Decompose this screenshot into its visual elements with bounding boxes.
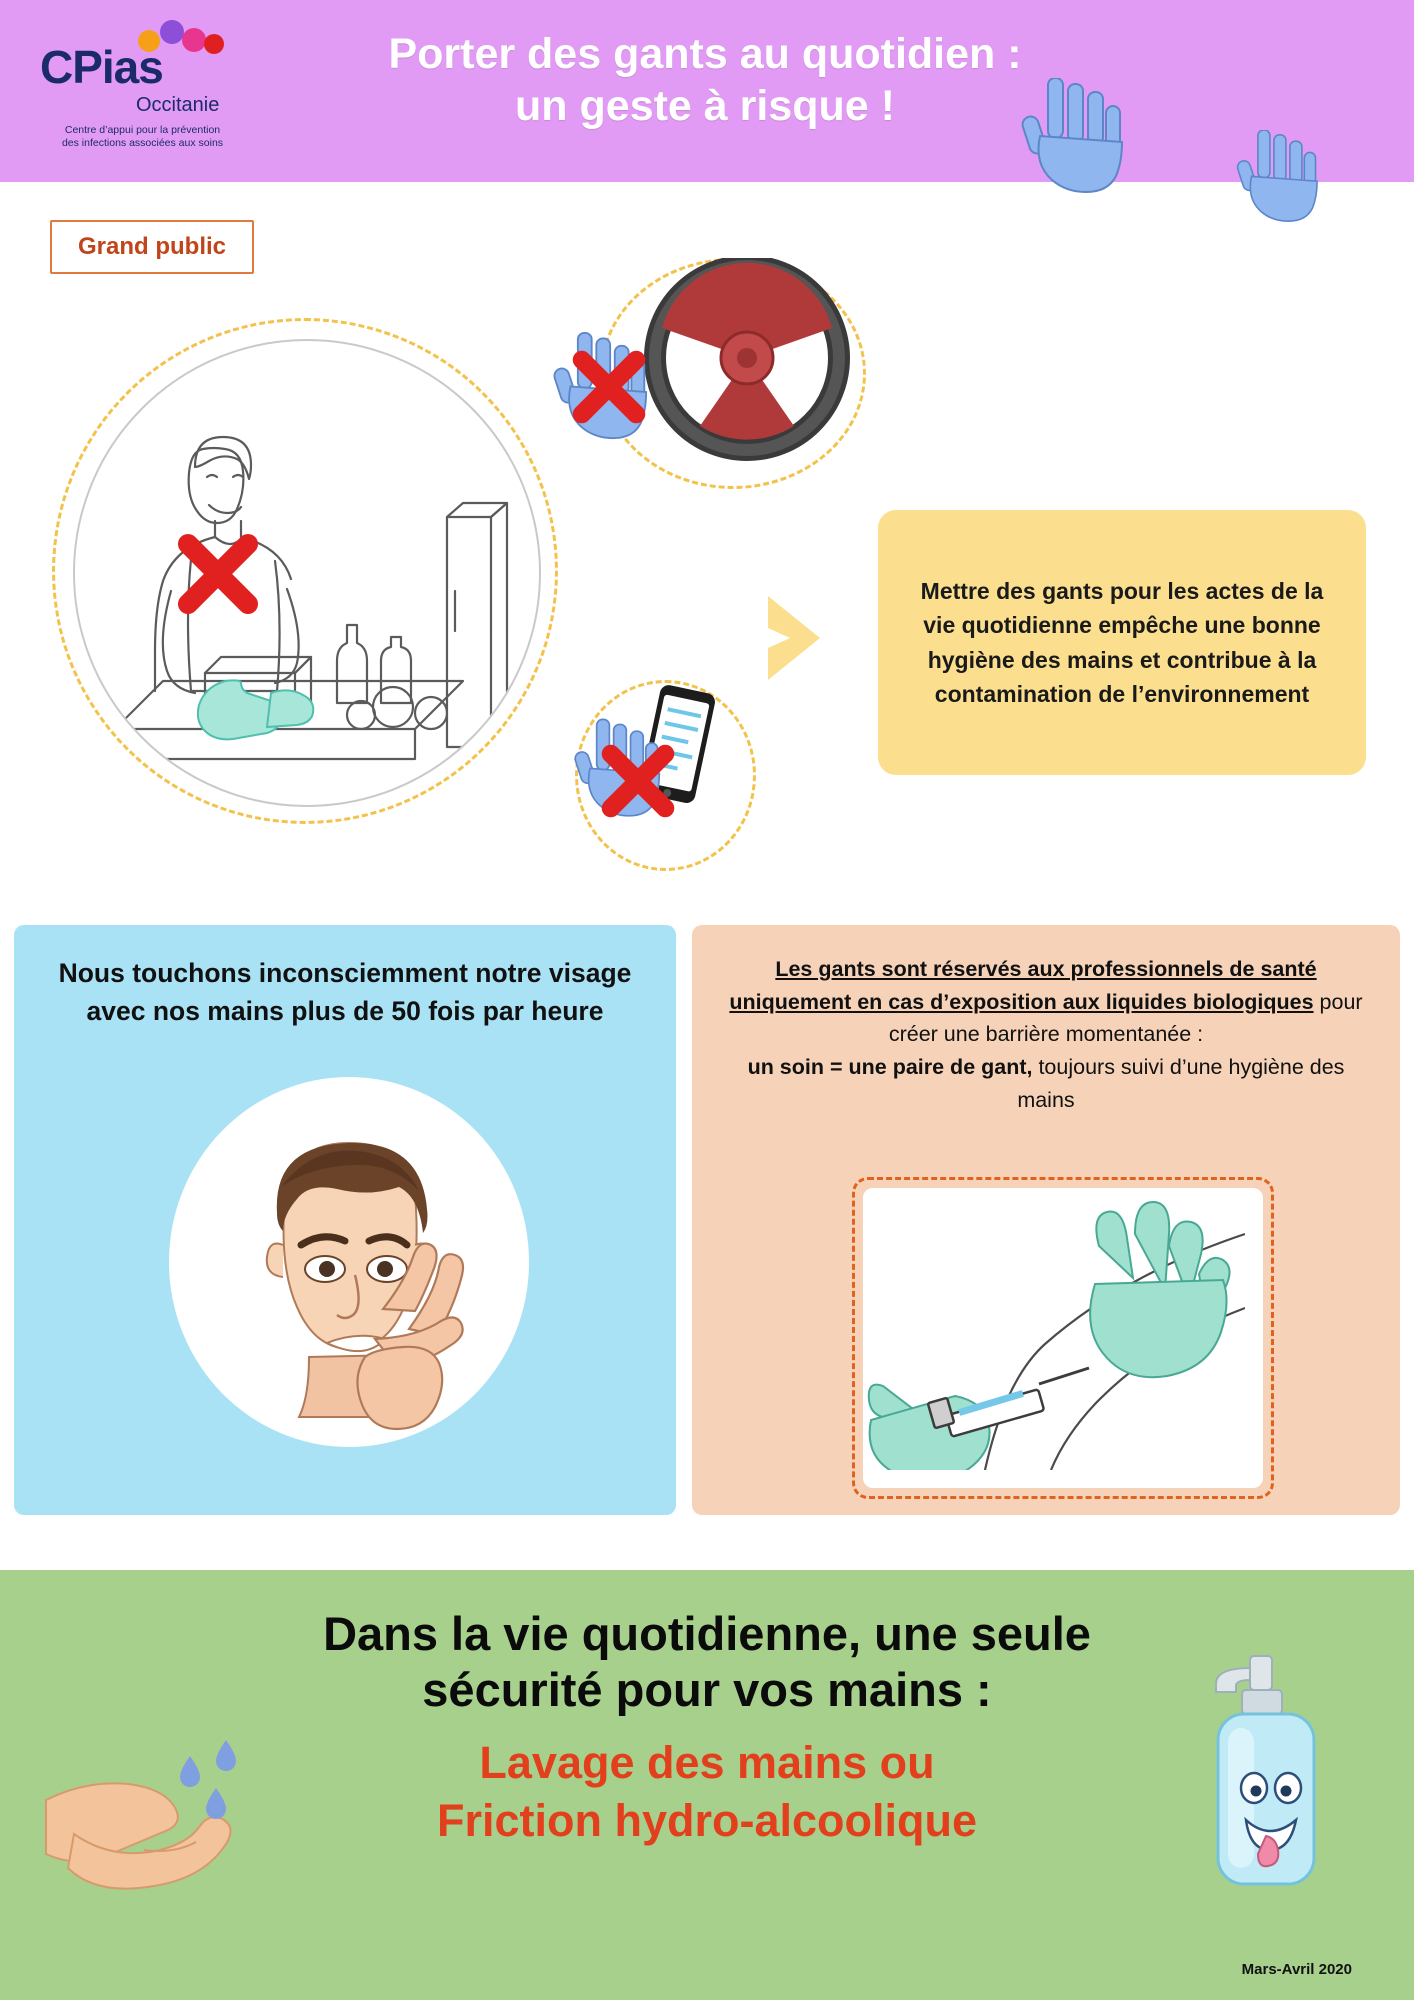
red-cross-icon	[599, 742, 677, 820]
injection-line-art	[863, 1188, 1245, 1470]
orange-panel-line2-bold: un soin = une paire de gant,	[747, 1055, 1033, 1080]
green-heading-line1: Dans la vie quotidienne, une seule	[323, 1607, 1091, 1660]
green-red-line1: Lavage des mains ou	[479, 1736, 935, 1788]
page-title-line2: un geste à risque !	[515, 82, 895, 131]
face-drawing	[169, 1077, 529, 1447]
kitchen-line-art	[75, 341, 539, 805]
glove-icon	[1235, 130, 1340, 222]
injection-drawing	[863, 1188, 1263, 1488]
panel-gloves-professionals	[692, 925, 1400, 1515]
illustration-injection-gloves	[852, 1177, 1274, 1499]
green-heading-line2: sécurité pour vos mains :	[422, 1663, 992, 1717]
red-cross-icon	[175, 531, 261, 617]
chevron-right-icon	[760, 590, 838, 686]
green-red-line2: Friction hydro-alcoolique	[436, 1794, 978, 1846]
red-cross-icon	[570, 348, 648, 426]
logo-caption-line1: Centre d’appui pour la prévention	[64, 124, 221, 136]
publication-date: Mars-Avril 2020	[1241, 1961, 1352, 1978]
orange-panel-line1-underlined: Les gants sont réservés aux professionnels de santé uniquement en cas d’exposition aux liquides biologiques	[729, 957, 1317, 1014]
orange-panel-line1-rest: pour créer une barrière momentanée :	[888, 989, 1363, 1047]
logo-caption-line2: des infections associées aux soins	[61, 137, 224, 150]
panel-hand-hygiene-conclusion	[0, 1570, 1414, 2000]
illustration-steering-wheel-glove	[600, 258, 860, 488]
orange-panel-line2-rest: toujours suivi d’une hygiène des mains	[1017, 1055, 1345, 1112]
glove-icon	[1020, 78, 1150, 193]
illustration-smartphone-glove	[575, 680, 755, 870]
callout-gloves-daily-life	[878, 510, 1366, 775]
kitchen-drawing	[73, 339, 541, 807]
washing-hands-icon	[40, 1730, 290, 1900]
poster-header	[0, 0, 1414, 182]
illustration-face-touching	[169, 1077, 529, 1447]
logo-wordmark: CPias	[40, 41, 163, 93]
callout-text: Mettre des gants pour les actes de la vie quotidienne empêche une bonne hygiène des mains et contribue à la contamination de l’environnement	[920, 577, 1324, 707]
hydroalcoholic-gel-bottle-icon	[1192, 1650, 1342, 1900]
status-badge: Grand public	[50, 220, 254, 274]
page-title-line1: Porter des gants au quotidien :	[388, 30, 1022, 78]
blue-panel-text: Nous touchons inconsciemment notre visage avec nos mains plus de 50 fois par heure	[58, 958, 632, 1026]
logo-region: Occitanie	[136, 94, 220, 116]
illustration-woman-kitchen-gloves	[52, 318, 558, 824]
panel-face-touching	[14, 925, 676, 1515]
orange-panel-text	[692, 925, 1400, 1116]
